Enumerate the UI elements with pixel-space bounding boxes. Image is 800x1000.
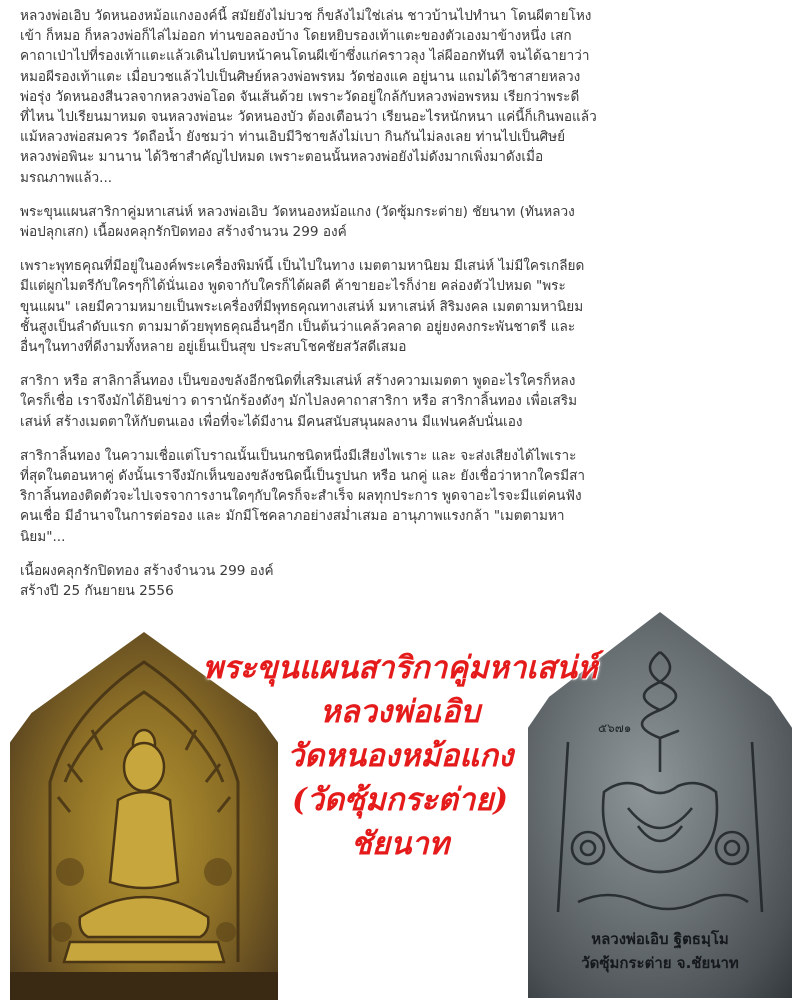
text-line: ริกาลิ้นทองติดตัวจะไปเจรจาการงานใดๆกับใครก็จะสำเร็จ ผลทุกประการ พูดจาอะไรจะมีแต่คนฟัง [20, 488, 582, 505]
paragraph [20, 202, 788, 242]
text-line: มรณภาพแล้ว... [20, 169, 113, 186]
amulet-caption [160, 646, 640, 866]
text-line: ชั้นสูงเป็นลำดับแรก ตามมาด้วยพุทธคุณอื่นๆอีก เป็นต้นว่าแคล้วคลาด อยู่ยงคงกระพันชาตรี และ [20, 318, 576, 335]
article-body [20, 6, 788, 615]
text-line: หลวงพ่อพินะ มานาน ได้วิชาสำคัญไปหมด เพราะตอนนั้นหลวงพ่อยังไม่ดังมากเพิ่งมาดังเมื่อ [20, 149, 544, 166]
paragraph [20, 6, 788, 188]
paragraph [20, 256, 788, 357]
text-line: อื่นๆในทางที่ดีงามทั้งหลาย อยู่เย็นเป็นสุข ประสบโชคชัยสวัสดีเสมอ [20, 339, 407, 356]
text-line: นิยม"... [20, 528, 66, 545]
paragraph [20, 371, 788, 432]
paragraph [20, 446, 788, 547]
caption-line: (วัดซุ้มกระต่าย) [291, 782, 509, 818]
text-line: เนื้อผงคลุกรักปิดทอง สร้างจำนวน 299 องค์ [20, 562, 274, 579]
text-line: ที่ไหน ไปเรียนมาหมด จนหลวงพ่อนะ วัดหนองบัว ต้องเตือนว่า เรียนอะไรหนักหนา แค่นี้ก็เกินพอแล้ว [20, 109, 597, 126]
text-line: พ่อปลุกเสก) เนื้อผงคลุกรักปิดทอง สร้างจำนวน 299 องค์ [20, 224, 347, 241]
text-line: เข้า ก็หมอ ก็หลวงพ่อก็ไล่ไม่ออก ท่านขอลองบ้าง โดยหยิบรองเท้าแตะของตัวเองมาข้างหนึ่ง เสก [20, 28, 572, 45]
text-line: ใครก็เชื่อ เราจึงมักได้ยินข่าว ดารานักร้องดังๆ มักไปลงคาถาสาริกา หรือ สาริกาลิ้นทอง เพื่อเสริม [20, 393, 578, 410]
text-line: ที่สุดในตอนหาคู่ ดังนั้นเราจึงมักเห็นของขลังชนิดนี้เป็นรูปนก หรือ นกคู่ และ ยังเชื่อว่าหากใครมีสา [20, 468, 586, 485]
caption-line: ชัยนาท [350, 826, 450, 862]
back-mark: ๕๖๗๑ [598, 721, 632, 735]
text-line: ขุนแผน" เลยมีความหมายเป็นพระเครื่องที่มีพุทธคุณทางเสน่ห์ มหาเสน่ห์ สิริมงคล เมตตามหานิยม [20, 298, 584, 315]
text-line: พ่อรุ่ง วัดหนองสีนวลจากหลวงพ่อโอด จันเส้นด้วย เพราะวัดอยู่ใกล้กับหลวงพ่อพรหม เรียกว่าพระดี [20, 88, 580, 105]
text-line: คาถาเป่าไปที่รองเท้าแตะแล้วเดินไปตบหน้าคนโดนผีเข้าซึ่งแก่คราวลุง ไล่ผีออกทันที จนได้ฉายาว่า [20, 48, 590, 65]
text-line: แม้หลวงพ่อสมควร วัดถือน้ำ ยังชมว่า ท่านเอิบมีวิชาขลังไม่เบา กินกันไม่ลงเลย ท่านไปเป็นศิษย์ [20, 129, 566, 146]
text-line: มีแต่ผูกไมตรีกับใครๆก็ได้นั่นเอง พูดจากับใครก็ได้ผลดี ค้าขายอะไรก็ง่าย คล่องตัวไปหมด "พระ [20, 278, 566, 295]
text-line: เพราะพุทธคุณที่มีอยู่ในองค์พระเครื่องพิมพ์นี้ เป็นไปในทาง เมตตามหานิยม มีเสน่ห์ ไม่มีใครเกลียด [20, 258, 585, 275]
text-line: สาริกา หรือ สาลิกาลิ้นทอง เป็นของขลังอีกชนิดที่เสริมเสน่ห์ สร้างความเมตตา พูดอะไรใครก็หลง [20, 373, 576, 390]
text-line: เสน่ห์ สร้างเมตตาให้กับตนเอง เพื่อที่จะได้มีงาน มีคนสนับสนุนผลงาน มีแฟนคลับนั่นเอง [20, 413, 523, 430]
text-line: หลวงพ่อเอิบ วัดหนองหม้อแกงองค์นี้ สมัยยังไม่บวช ก็ขลังไม่ใช่เล่น ชาวบ้านไปทำนา โดนผีตายโหง [20, 8, 592, 24]
caption-line: หลวงพ่อเอิบ [320, 694, 480, 730]
text-line: คนเชื่อ มีอำนาจในการต่อรอง และ มักมีโชคลาภอย่างสม่ำเสมอ อานุภาพแรงกล้า "เมตตามหา [20, 508, 565, 525]
caption-line: วัดหนองหม้อแกง [286, 738, 514, 774]
caption-line: พระขุนแผนสาริกาคู่มหาเสน่ห์ [202, 650, 598, 686]
text-line: สร้างปี 25 กันยายน 2556 [20, 583, 174, 600]
back-inscription-line1: หลวงพ่อเอิบ ฐิตธมฺโม [591, 930, 729, 948]
back-inscription-line2: วัดซุ้มกระต่าย จ.ชัยนาท [581, 954, 739, 972]
text-line: พระขุนแผนสาริกาคู่มหาเสน่ห์ หลวงพ่อเอิบ วัดหนองหม้อแกง (วัดซุ้มกระต่าย) ชัยนาท (ทันหลวง [20, 203, 575, 220]
text-line: สาริกาลิ้นทอง ในความเชื่อแต่โบราณนั้นเป็นนกชนิดหนึ่งมีเสียงไพเราะ และ จะส่งเสียงได้ไพเราะ [20, 447, 577, 464]
paragraph [20, 561, 788, 601]
text-line: หมอผีรองเท้าแตะ เมื่อบวชแล้วไปเป็นศิษย์หลวงพ่อพรหม วัดช่องแค อยู่นาน แถมได้วิชาสายหลวง [20, 68, 581, 85]
